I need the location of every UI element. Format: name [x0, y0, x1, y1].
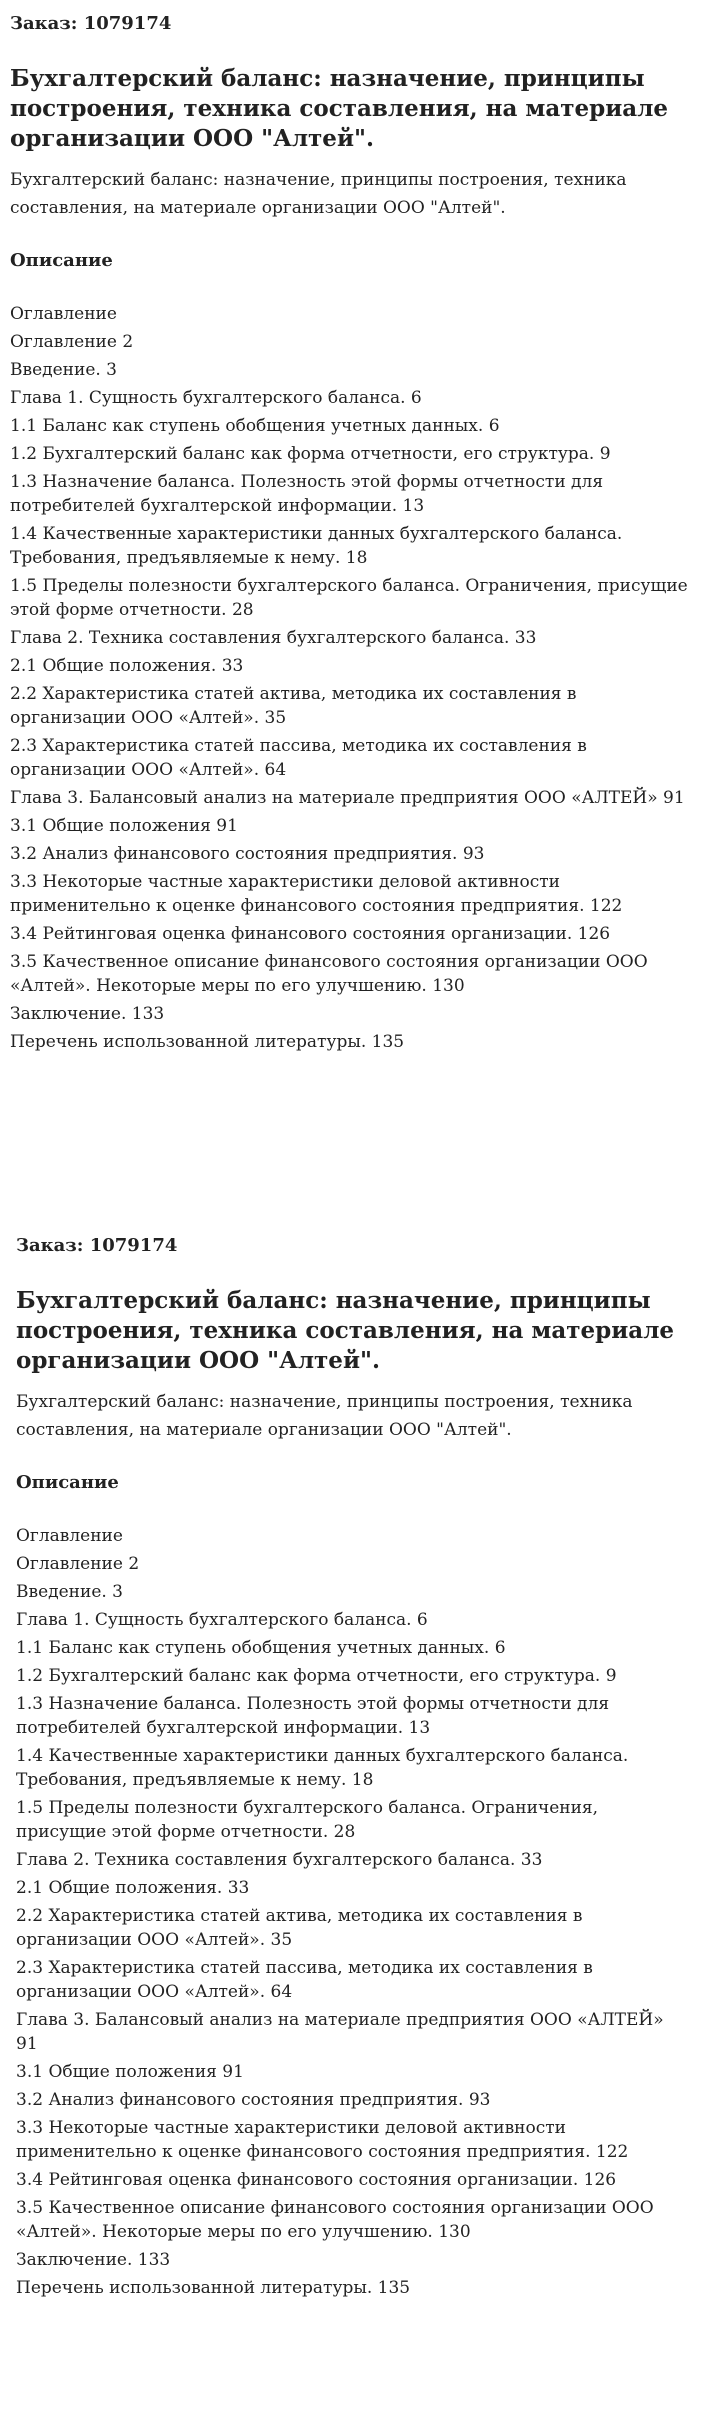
page-title: Бухгалтерский баланс: назначение, принципы построения, техника составления, на материале организации ООО "Алтей".: [16, 1287, 675, 1374]
toc-item: Глава 1. Сущность бухгалтерского баланса. 6: [10, 388, 422, 408]
toc-item: Оглавление 2: [10, 332, 134, 352]
toc-item: 3.4 Рейтинговая оценка финансового состояния организации. 126: [10, 924, 611, 944]
order-number: Заказ: 1079174: [10, 13, 172, 34]
toc-item: 2.3 Характеристика статей пассива, методика их составления в организации ООО «Алтей». 64: [10, 736, 587, 780]
toc-item: Оглавление 2: [16, 1554, 140, 1574]
toc-item: 1.4 Качественные характеристики данных бухгалтерского баланса. Требования, предъявляемые к нему. 18: [16, 1746, 629, 1790]
toc-item: 1.4 Качественные характеристики данных бухгалтерского баланса. Требования, предъявляемые к нему. 18: [10, 524, 623, 568]
toc-item: Глава 3. Балансовый анализ на материале предприятия ООО «АЛТЕЙ» 91: [16, 2010, 664, 2054]
toc-item: 1.5 Пределы полезности бухгалтерского баланса. Ограничения, присущие этой форме отчетности. 28: [10, 576, 688, 620]
toc-item: 1.1 Баланс как ступень обобщения учетных данных. 6: [10, 416, 500, 436]
toc-item: 2.3 Характеристика статей пассива, методика их составления в организации ООО «Алтей». 64: [16, 1958, 593, 2002]
toc-item: 1.2 Бухгалтерский баланс как форма отчетности, его структура. 9: [16, 1666, 617, 1686]
toc-item: 3.4 Рейтинговая оценка финансового состояния организации. 126: [16, 2170, 617, 2190]
page-subtitle: Бухгалтерский баланс: назначение, принципы построения, техника составления, на материале организации ООО "Алтей".: [16, 1392, 633, 1440]
toc-item: 2.2 Характеристика статей актива, методика их составления в организации ООО «Алтей». 35: [16, 1906, 583, 1950]
toc-item: 1.3 Назначение баланса. Полезность этой формы отчетности для потребителей бухгалтерской информации. 13: [16, 1694, 610, 1738]
toc-item: 3.1 Общие положения 91: [16, 2062, 244, 2082]
toc-item: 2.1 Общие положения. 33: [16, 1878, 250, 1898]
toc-item: Введение. 3: [10, 360, 117, 380]
toc-item: Перечень использованной литературы. 135: [10, 1032, 405, 1052]
toc-item: 1.2 Бухгалтерский баланс как форма отчетности, его структура. 9: [10, 444, 611, 464]
toc-item: 2.1 Общие положения. 33: [10, 656, 244, 676]
toc-item: Глава 2. Техника составления бухгалтерского баланса. 33: [16, 1850, 543, 1870]
toc-item: 1.1 Баланс как ступень обобщения учетных данных. 6: [16, 1638, 506, 1658]
description-heading: Описание: [16, 1472, 119, 1493]
toc-item: 3.3 Некоторые частные характеристики деловой активности применительно к оценке финансового состояния предприятия. 122: [16, 2118, 629, 2162]
toc-item: 3.3 Некоторые частные характеристики деловой активности применительно к оценке финансового состояния предприятия. 122: [10, 872, 623, 916]
page-title: Бухгалтерский баланс: назначение, принципы построения, техника составления, на материале организации ООО "Алтей".: [10, 65, 669, 152]
toc-item: 1.5 Пределы полезности бухгалтерского баланса. Ограничения, присущие этой форме отчетности. 28: [16, 1798, 599, 1842]
toc-item: 3.2 Анализ финансового состояния предприятия. 93: [10, 844, 485, 864]
order-number: Заказ: 1079174: [16, 1235, 178, 1256]
toc-item: Глава 1. Сущность бухгалтерского баланса. 6: [16, 1610, 428, 1630]
toc-item: Заключение. 133: [16, 2250, 171, 2270]
toc-item: Глава 3. Балансовый анализ на материале предприятия ООО «АЛТЕЙ» 91: [10, 788, 685, 808]
toc-item: 3.5 Качественное описание финансового состояния организации ООО «Алтей». Некоторые меры по его улучшению. 130: [10, 952, 648, 996]
content-block-2: [0, 1210, 701, 2390]
toc-item: 3.2 Анализ финансового состояния предприятия. 93: [16, 2090, 491, 2110]
page-subtitle: Бухгалтерский баланс: назначение, принципы построения, техника составления, на материале организации ООО "Алтей".: [10, 170, 627, 218]
toc-item: Глава 2. Техника составления бухгалтерского баланса. 33: [10, 628, 537, 648]
toc-item: Оглавление: [16, 1526, 123, 1546]
toc-item: Оглавление: [10, 304, 117, 324]
toc-item: 2.2 Характеристика статей актива, методика их составления в организации ООО «Алтей». 35: [10, 684, 577, 728]
toc-item: 1.3 Назначение баланса. Полезность этой формы отчетности для потребителей бухгалтерской информации. 13: [10, 472, 604, 516]
toc-item: Введение. 3: [16, 1582, 123, 1602]
toc-item: Перечень использованной литературы. 135: [16, 2278, 411, 2298]
table-of-contents: [16, 1524, 685, 2300]
table-of-contents: [10, 302, 691, 1054]
content-block-1: [0, 0, 701, 1140]
toc-item: 3.5 Качественное описание финансового состояния организации ООО «Алтей». Некоторые меры по его улучшению. 130: [16, 2198, 654, 2242]
toc-item: Заключение. 133: [10, 1004, 165, 1024]
toc-item: 3.1 Общие положения 91: [10, 816, 238, 836]
description-heading: Описание: [10, 250, 113, 271]
